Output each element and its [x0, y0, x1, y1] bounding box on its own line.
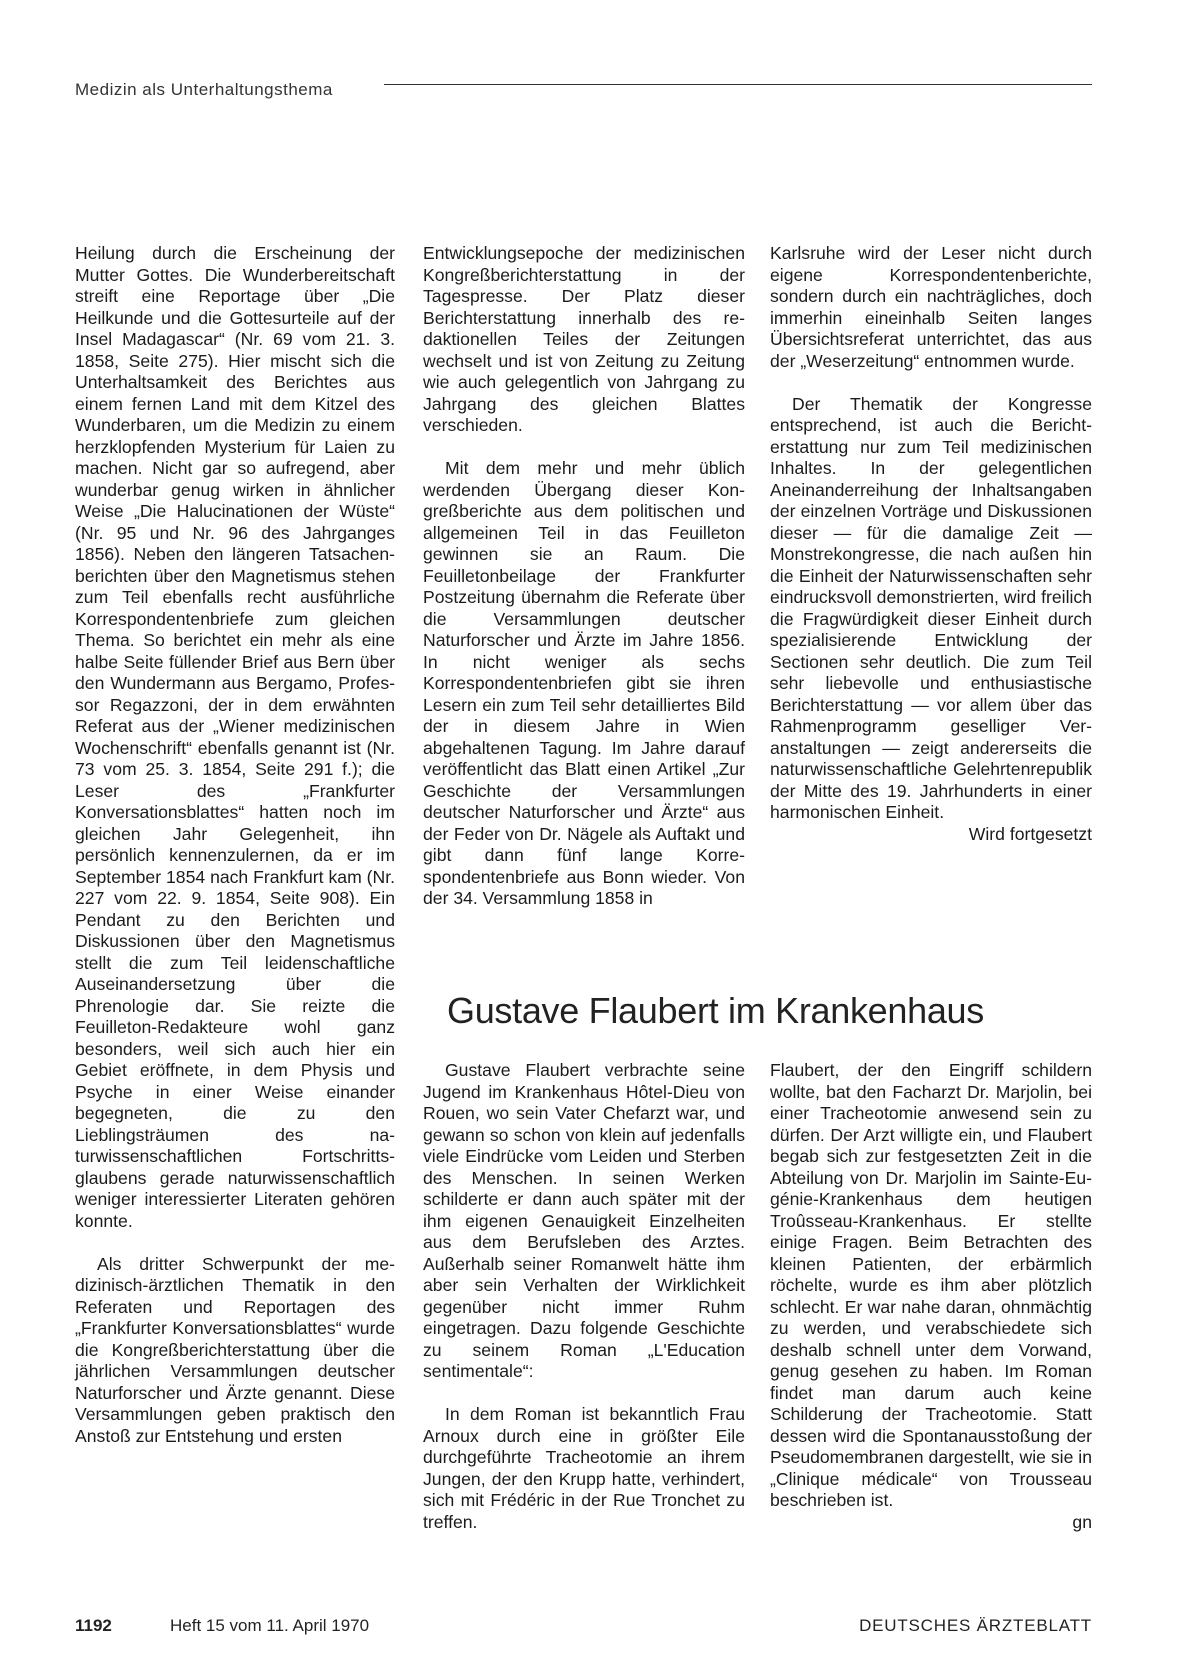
paragraph: Heilung durch die Erscheinung der Mutter Gottes. Die Wunderbereitschaft streift eine Reportage über „Die Heilkunde und die Gottesurteile auf der Insel Madagascar“ (Nr. 69 vom 21. 3. 1858, Seite 275). Hier mischt sich die Unterhaltsamkeit des Berichtes aus einem fernen Land mit dem Kitzel des Wunderbaren, um die Medizin zu einem herzklopfenden Mysterium für Laien zu machen. Nicht gar so aufregend, aber wunderbar genug wirken in ähnlicher Weise „Die Halucinationen der Wüste“ (Nr. 95 und Nr. 96 des Jahrganges 1856). Neben den längeren Tatsachenberichten über den Magnetismus stehen zum Teil ebenfalls recht ausführliche Korrespondentenbriefe zum gleichen Thema. So berichtet ein mehr als eine halbe Seite füllender Brief aus Bern über den Wundermann aus Bergamo, Professor Regazzoni, der in dem erwähnten Referat aus der „Wiener medizinischen Wochenschrift“ ebenfalls genannt ist (Nr. 73 vom 25. 3. 1854, Seite 291 f.); die Leser des „Frankfurter Konversationsblattes“ hatten noch im gleichen Jahr Gelegenheit, ihn persönlich kennenzulernen, da er im September 1854 nach Frankfurt kam (Nr. 227 vom 22. 9. 1854, Seite 908). Ein Pendant zu den Berichten und Diskussionen über den Magnetismus stellt die zum Teil leidenschaftliche Auseinandersetzung über die Phrenologie dar. Sie reizte die Feuilleton-Redakteure wohl ganz besonders, weil sich auch hier ein Gebiet eröffnete, in dem Physis und Psyche in einer Weise einander begegneten, die zu den Lieblingsträumen des naturwissenschaftlichen Fortschrittsglaubens gerade naturwissenschaftlich weniger interessierter Literaten gehören konnte. [75, 243, 395, 1231]
paragraph: Flaubert, der den Eingriff schildern wollte, bat den Facharzt Dr. Marjolin, bei einer Tracheotomie anwesend sein zu dürfen. Der Arzt willigte ein, und Flaubert begab sich zur festgesetzten Zeit in die Abteilung von Dr. Marjolin im Sainte-Eugénie-Krankenhaus dem heutigen Troûsseau-Krankenhaus. Er stellte einige Fragen. Beim Betrachten des kleinen Patienten, der erbärmlich röchelte, wurde es ihm aber plötzlich schlecht. Er war nahe daran, ohnmächtig zu werden, und verabschiedete sich deshalb schnell unter dem Vorwand, genug gesehen zu haben. Im Roman findet man darum auch keine Schilderung der Tracheotomie. Statt dessen wird die Spontanausstoßung der Pseudomembranen dargestellt, wie sie in „Clinique médicale“ von Trousseau beschrieben ist. [770, 1060, 1092, 1510]
journal-name: DEUTSCHES ÄRZTEBLATT [859, 1616, 1092, 1635]
article-column-2 [423, 243, 745, 910]
article-column-3 [770, 243, 1092, 845]
continued-note: Wird fortgesetzt [968, 823, 1092, 844]
article-title: Gustave Flaubert im Krankenhaus [447, 990, 984, 1031]
page-number: 1192 [75, 1616, 112, 1635]
flaubert-column-2 [770, 1060, 1092, 1533]
paragraph: In dem Roman ist bekanntlich Frau Arnoux durch eine in größter Eile durchgeführte Tracheotomie an ihrem Jungen, der den Krupp hatte, verhindert, sich mit Frédéric in der Rue Tronchet zu treffen. [423, 1404, 745, 1532]
header-rule [384, 84, 1092, 85]
running-title: Medizin als Unterhaltungsthema [75, 80, 333, 99]
paragraph: Der Thematik der Kongresse entsprechend, ist auch die Berichterstattung nur zum Teil medizinischen Inhaltes. In der gelegentlichen Aneinanderreihung der Inhaltsangaben der einzelnen Vorträge und Diskussionen dieser — für die damalige Zeit — Monstrekongresse, die nach außen hin die Einheit der Naturwissenschaften sehr eindrucksvoll demonstrierten, wird freilich die Fragwürdigkeit dieser Einheit durch spezialisierende Entwicklung der Sectionen sehr deutlich. Die zum Teil sehr liebevolle und enthusiastische Berichterstattung — vor allem über das Rahmenprogramm geselliger Veranstaltungen — zeigt andererseits die naturwissenschaftliche Gelehrtenrepublik der Mitte des 19. Jahrhunderts in einer harmonischen Einheit. [770, 393, 1092, 822]
paragraph: Mit dem mehr und mehr üblich werdenden Übergang dieser Kongreßberichte aus dem politischen und allgemeinen Teil in das Feuilleton gewinnen sie an Raum. Die Feuilletonbeilage der Frankfurter Postzeitung übernahm die Referate über die Versammlungen deutscher Naturforscher und Ärzte im Jahre 1856. In nicht weniger als sechs Korrespondentenbriefen gibt sie ihren Lesern ein zum Teil sehr detailliertes Bild der in diesem Jahre in Wien abgehaltenen Tagung. Im Jahre darauf veröffentlicht das Blatt einen Artikel „Zur Geschichte der Versammlungen deutscher Naturforscher und Ärzte“ aus der Feder von Dr. Nägele als Auftakt und gibt dann fünf lange Korrespondentenbriefe aus Bonn wieder. Von der 34. Versammlung 1858 in [423, 458, 745, 908]
article-column-1 [75, 243, 395, 1447]
paragraph: Als dritter Schwerpunkt der medizinisch-ärztlichen Thematik in den Referaten und Reportagen des „Frankfurter Konversationsblattes“ wurde die Kongreßberichterstattung über die jährlichen Versammlungen deutscher Naturforscher und Ärzte genannt. Diese Versammlungen geben praktisch den Anstoß zur Entstehung und ersten [75, 1253, 395, 1446]
flaubert-column-1 [423, 1060, 745, 1533]
paragraph: Karlsruhe wird der Leser nicht durch eigene Korrespondentenberichte, sondern durch ein nachträgliches, doch immerhin eineinhalb Seiten langes Übersichtsreferat unterrichtet, das aus der „Weserzeitung“ entnommen wurde. [770, 243, 1092, 371]
issue-info: Heft 15 vom 11. April 1970 [170, 1616, 370, 1635]
paragraph: Entwicklungsepoche der medizinischen Kongreßberichterstattung in der Tagespresse. Der Platz dieser Berichterstattung innerhalb des redaktionellen Teiles der Zeitungen wechselt und ist von Zeitung zu Zeitung wie auch gelegentlich von Jahrgang zu Jahrgang des gleichen Blattes verschieden. [423, 243, 745, 435]
author-signature: gn [1072, 1511, 1092, 1532]
paragraph: Gustave Flaubert verbrachte seine Jugend im Krankenhaus Hôtel-Dieu von Rouen, wo sein Vater Chefarzt war, und gewann so schon von klein auf jedenfalls viele Eindrücke vom Leiden und Sterben des Menschen. In seinen Werken schilderte er dann auch später mit der ihm eigenen Genauigkeit Einzelheiten aus dem Berufsleben des Arztes. Außerhalb seiner Romanwelt hätte ihm aber sein Verhalten der Wirklichkeit gegenüber nicht immer Ruhm eingetragen. Dazu folgende Geschichte zu seinem Roman „L'Education sentimentale“: [423, 1060, 745, 1381]
